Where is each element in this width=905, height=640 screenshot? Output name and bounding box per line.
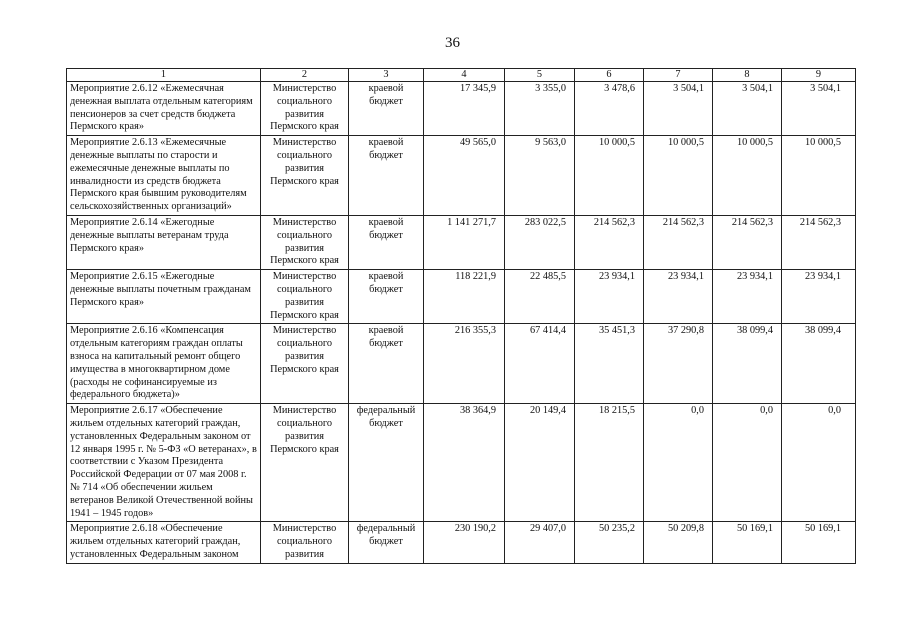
executor-cell: Министерство социального развития [261, 522, 349, 563]
column-number-header: 7 [644, 69, 713, 82]
amount-cell: 50 169,1 [713, 522, 782, 563]
amount-cell: 214 562,3 [575, 215, 644, 269]
amount-cell: 10 000,5 [782, 136, 856, 216]
amount-cell: 10 000,5 [575, 136, 644, 216]
amount-cell: 118 221,9 [424, 270, 505, 324]
amount-cell: 29 407,0 [505, 522, 575, 563]
amount-cell: 214 562,3 [782, 215, 856, 269]
amount-cell: 3 504,1 [713, 82, 782, 136]
amount-cell: 230 190,2 [424, 522, 505, 563]
amount-cell: 67 414,4 [505, 324, 575, 404]
column-number-header: 1 [67, 69, 261, 82]
amount-cell: 38 099,4 [713, 324, 782, 404]
table-row [67, 404, 856, 522]
table-row [67, 136, 856, 216]
table-row [67, 82, 856, 136]
program-measures-table [66, 68, 856, 564]
measure-name-cell: Мероприятие 2.6.14 «Ежегодные денежные выплаты ветеранам труда Пермского края» [67, 215, 261, 269]
column-number-header: 9 [782, 69, 856, 82]
measure-name-cell: Мероприятие 2.6.18 «Обеспечение жильем отдельных категорий граждан, установленных Федеральным законом [67, 522, 261, 563]
measure-name-cell: Мероприятие 2.6.15 «Ежегодные денежные выплаты почетным гражданам Пермского края» [67, 270, 261, 324]
column-number-header: 6 [575, 69, 644, 82]
executor-cell: Министерство социального развития Пермского края [261, 404, 349, 522]
amount-cell: 17 345,9 [424, 82, 505, 136]
amount-cell: 216 355,3 [424, 324, 505, 404]
amount-cell: 1 141 271,7 [424, 215, 505, 269]
executor-cell: Министерство социального развития Пермского края [261, 324, 349, 404]
column-number-header: 4 [424, 69, 505, 82]
amount-cell: 10 000,5 [713, 136, 782, 216]
column-number-header: 5 [505, 69, 575, 82]
amount-cell: 38 364,9 [424, 404, 505, 522]
amount-cell: 37 290,8 [644, 324, 713, 404]
funding-source-cell: краевой бюджет [349, 215, 424, 269]
table-row [67, 215, 856, 269]
amount-cell: 214 562,3 [644, 215, 713, 269]
column-number-header: 2 [261, 69, 349, 82]
amount-cell: 23 934,1 [575, 270, 644, 324]
amount-cell: 22 485,5 [505, 270, 575, 324]
amount-cell: 38 099,4 [782, 324, 856, 404]
funding-source-cell: краевой бюджет [349, 82, 424, 136]
amount-cell: 0,0 [644, 404, 713, 522]
amount-cell: 23 934,1 [644, 270, 713, 324]
amount-cell: 0,0 [782, 404, 856, 522]
amount-cell: 214 562,3 [713, 215, 782, 269]
amount-cell: 20 149,4 [505, 404, 575, 522]
table-row [67, 270, 856, 324]
amount-cell: 50 169,1 [782, 522, 856, 563]
measure-name-cell: Мероприятие 2.6.16 «Компенсация отдельным категориям граждан оплаты взноса на капитальный ремонт общего имущества в многоквартирном доме (расходы не софинансируемые из федерального бюджета)» [67, 324, 261, 404]
amount-cell: 10 000,5 [644, 136, 713, 216]
funding-source-cell: краевой бюджет [349, 324, 424, 404]
amount-cell: 3 504,1 [644, 82, 713, 136]
measure-name-cell: Мероприятие 2.6.17 «Обеспечение жильем отдельных категорий граждан, установленных Федеральным законом от 12 января 1995 г. № 5-ФЗ «О ветеранах», в соответствии с Указом Президента Российской Федерации от 07 мая 2008 г. № 714 «Об обеспечении жильем ветеранов Великой Отечественной войны 1941 – 1945 годов» [67, 404, 261, 522]
measure-name-cell: Мероприятие 2.6.13 «Ежемесячные денежные выплаты по старости и ежемесячные денежные выплаты по инвалидности из средств бюджета Пермского края бывшим руководителям сельскохозяйственных организаций» [67, 136, 261, 216]
amount-cell: 3 504,1 [782, 82, 856, 136]
amount-cell: 23 934,1 [782, 270, 856, 324]
amount-cell: 9 563,0 [505, 136, 575, 216]
amount-cell: 3 478,6 [575, 82, 644, 136]
funding-source-cell: краевой бюджет [349, 270, 424, 324]
column-number-header: 8 [713, 69, 782, 82]
amount-cell: 283 022,5 [505, 215, 575, 269]
table-row [67, 324, 856, 404]
measure-name-cell: Мероприятие 2.6.12 «Ежемесячная денежная выплата отдельным категориям пенсионеров за счет средств бюджета Пермского края» [67, 82, 261, 136]
executor-cell: Министерство социального развития Пермского края [261, 215, 349, 269]
funding-source-cell: федеральный бюджет [349, 522, 424, 563]
executor-cell: Министерство социального развития Пермского края [261, 82, 349, 136]
page-number: 36 [445, 35, 460, 51]
amount-cell: 0,0 [713, 404, 782, 522]
funding-source-cell: краевой бюджет [349, 136, 424, 216]
executor-cell: Министерство социального развития Пермского края [261, 136, 349, 216]
amount-cell: 3 355,0 [505, 82, 575, 136]
amount-cell: 50 235,2 [575, 522, 644, 563]
amount-cell: 18 215,5 [575, 404, 644, 522]
table-row [67, 522, 856, 563]
funding-source-cell: федеральный бюджет [349, 404, 424, 522]
amount-cell: 35 451,3 [575, 324, 644, 404]
amount-cell: 50 209,8 [644, 522, 713, 563]
executor-cell: Министерство социального развития Пермского края [261, 270, 349, 324]
amount-cell: 23 934,1 [713, 270, 782, 324]
column-number-row [67, 69, 856, 82]
column-number-header: 3 [349, 69, 424, 82]
amount-cell: 49 565,0 [424, 136, 505, 216]
